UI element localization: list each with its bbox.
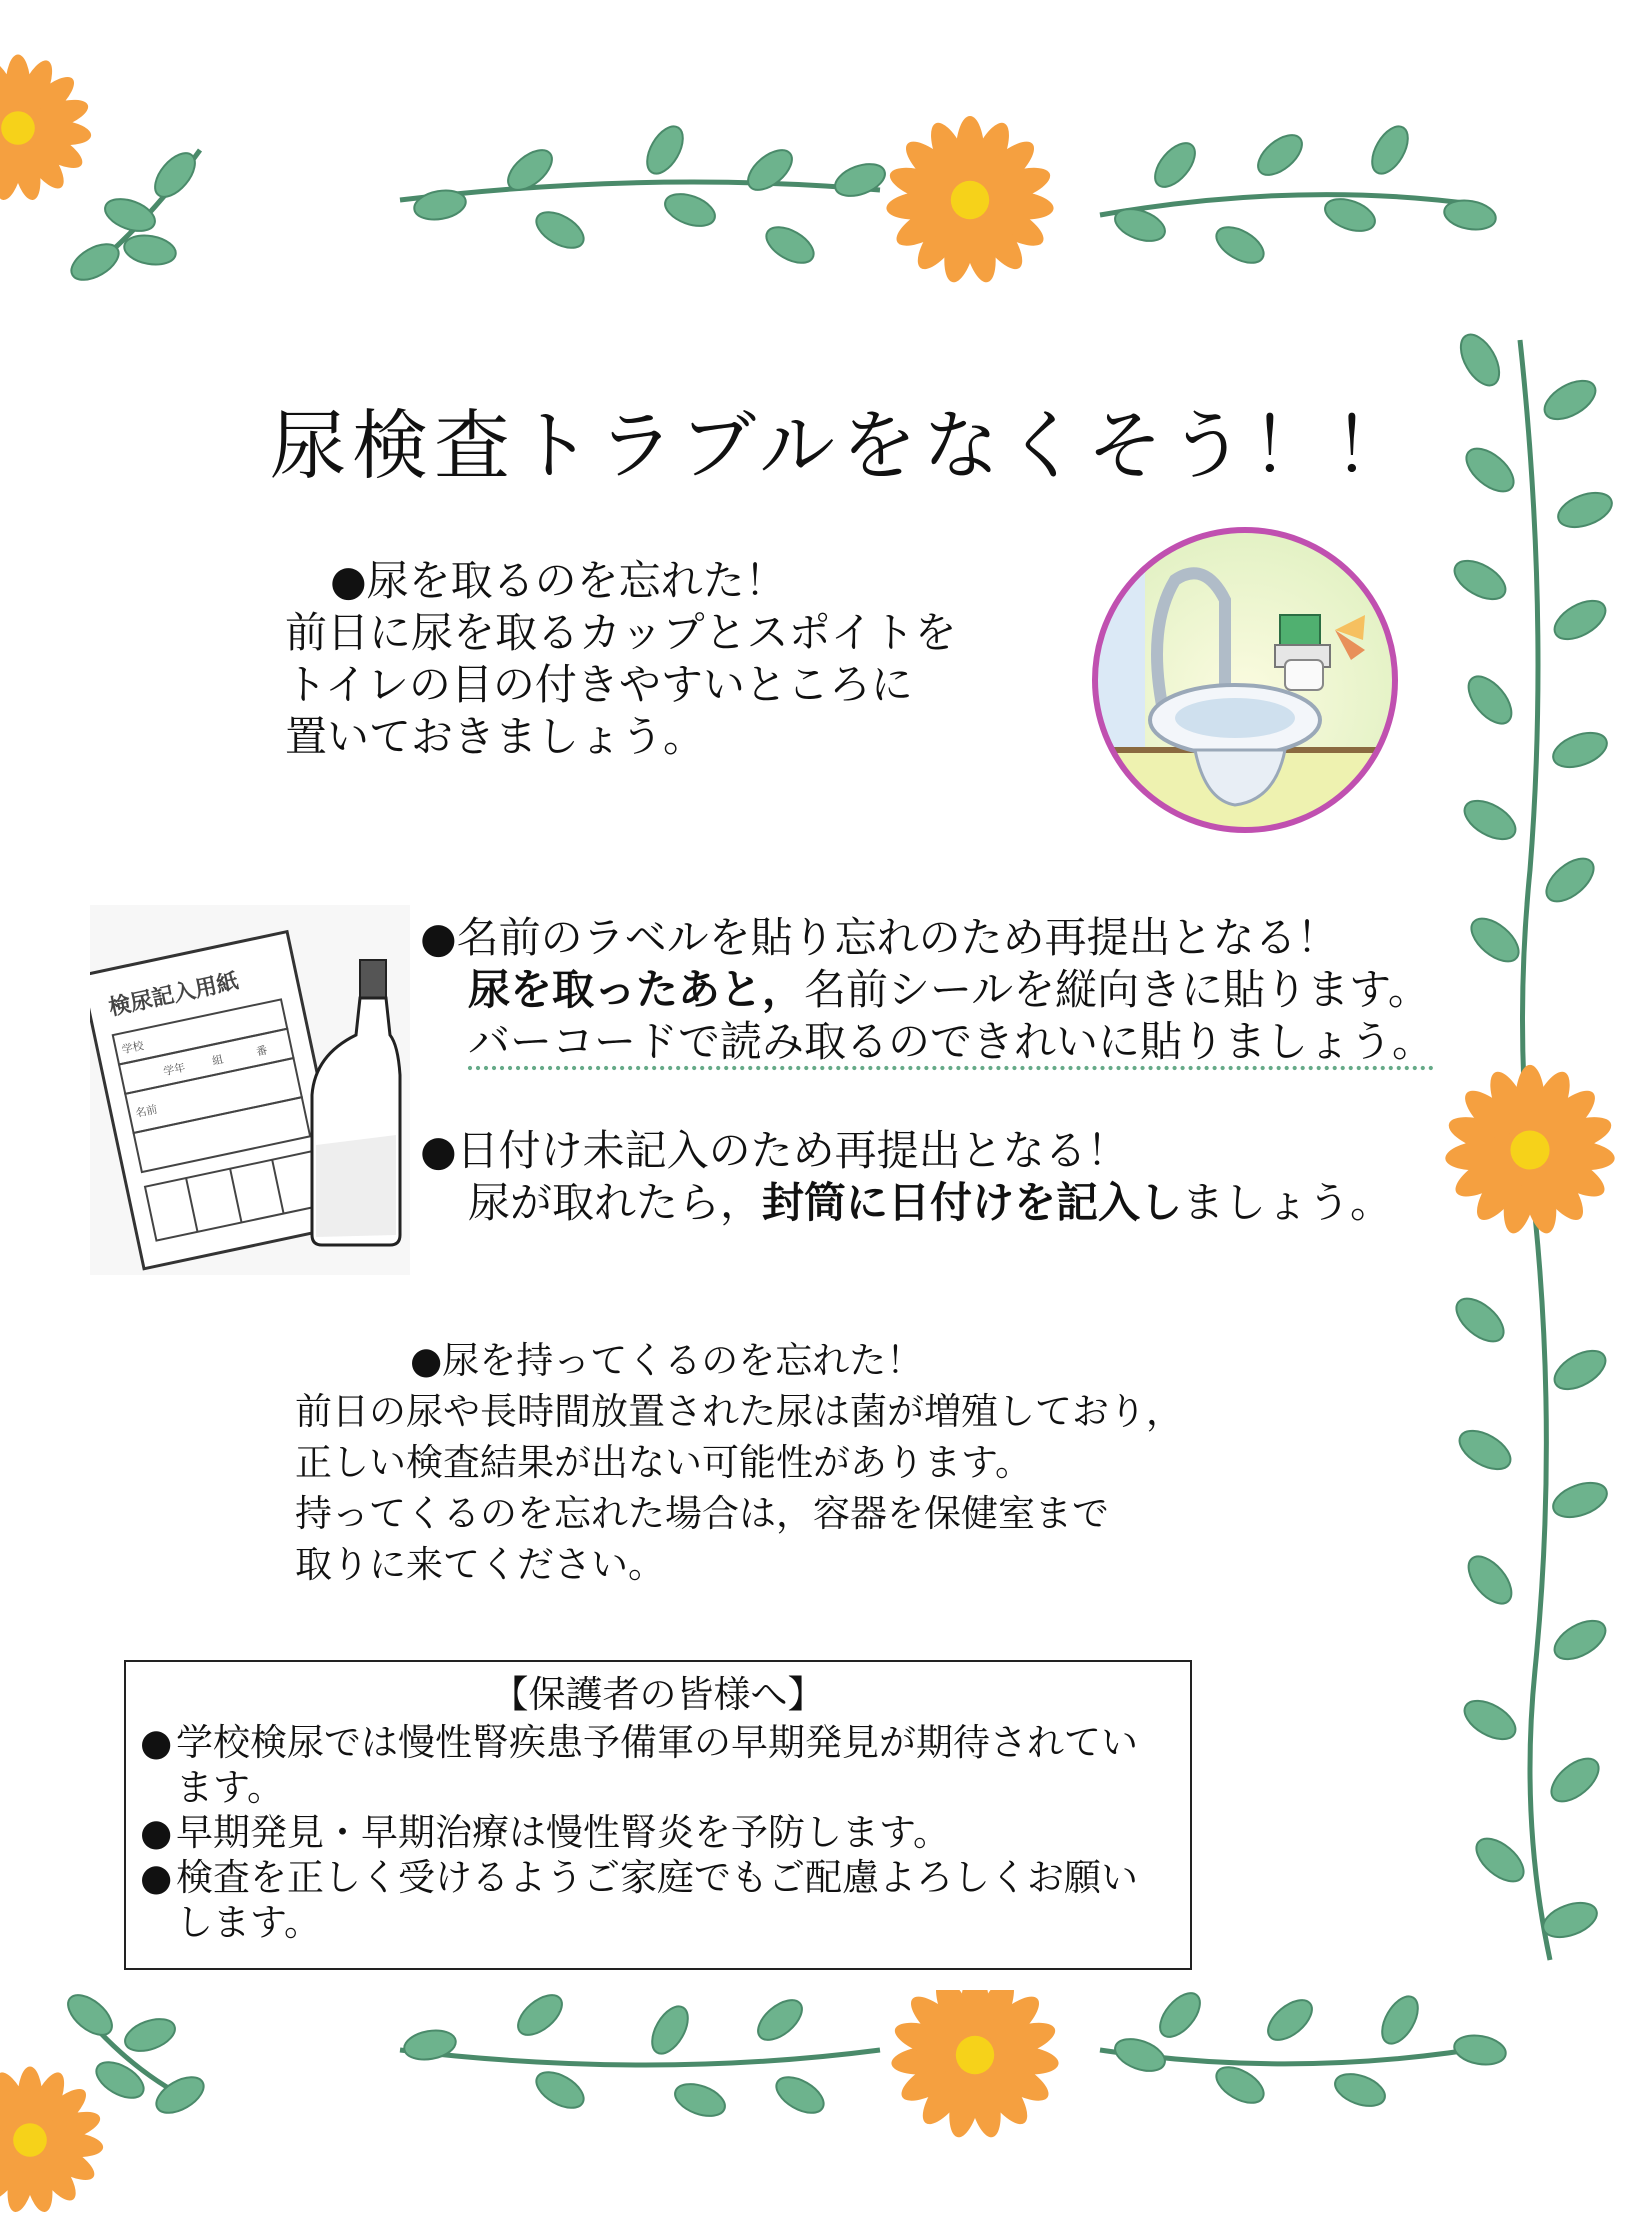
emphasis-text: 封筒に日付けを記入し — [762, 1178, 1183, 1227]
form-title: 検尿記入用紙 — [106, 969, 241, 1022]
parents-notice-box — [124, 1660, 1192, 1970]
leaf-vine-icon — [1100, 1990, 1508, 2112]
section-heading: ●日付け未記入のため再提出となる！ — [420, 1126, 1129, 1175]
section-text: ましょう。 — [1182, 1178, 1393, 1227]
emphasis-text: 尿を取ったあと， — [468, 965, 805, 1014]
notice-item — [140, 1810, 1176, 1855]
notice-item — [140, 1855, 1176, 1945]
leaf-vine-icon — [400, 1990, 880, 2122]
section-line: 持ってくるのを忘れた場合は，容器を保健室まで — [295, 1492, 1109, 1535]
notice-item-text: 早期発見・早期治療は慢性腎炎を予防します。 — [176, 1811, 951, 1854]
form-label: 学年 — [162, 1060, 187, 1079]
leaf-vine-icon — [400, 120, 889, 270]
section-forgot-label — [420, 912, 1434, 1068]
form-label: 組 — [211, 1052, 225, 1068]
section-text: 名前シールを縦向きに貼ります。 — [804, 965, 1430, 1014]
toilet-icon — [1085, 520, 1405, 840]
section-forgot-to-collect — [285, 555, 957, 763]
flower-icon — [890, 1990, 1060, 2140]
section-heading: ●名前のラベルを貼り忘れのため再提出となる！ — [420, 913, 1339, 962]
bullet: ● — [140, 1856, 173, 1899]
leaf-vine-icon — [1100, 120, 1498, 270]
section-heading: ●尿を取るのを忘れた！ — [330, 556, 787, 605]
section-line — [420, 964, 1434, 1016]
section-missing-date — [420, 1125, 1392, 1229]
flower-icon — [885, 116, 1055, 285]
notice-item-text: 検査を正しく受けるようご家庭でもご配慮よろしくお願いします。 — [176, 1856, 1138, 1944]
flower-icon — [0, 55, 92, 203]
section-line: 取りに来てください。 — [295, 1543, 665, 1586]
bullet: ● — [140, 1811, 173, 1854]
notice-title: 【保護者の皆様へ】 — [491, 1673, 825, 1716]
section-line: 前日の尿や長時間放置された尿は菌が増殖しており， — [295, 1390, 1183, 1433]
form-label: 学校 — [120, 1039, 145, 1057]
section-forgot-to-bring — [295, 1335, 1183, 1590]
section-line: バーコードで読み取るのできれいに貼りましょう。 — [468, 1017, 1435, 1066]
form-label: 名前 — [134, 1102, 159, 1120]
notice-item — [140, 1720, 1176, 1810]
section-line: トイレの目の付きやすいところに — [285, 660, 913, 709]
section-text: 尿が取れたら， — [468, 1178, 763, 1227]
section-heading: ●尿を持ってくるのを忘れた！ — [410, 1339, 924, 1382]
urine-form-icon — [90, 905, 410, 1275]
notice-item-text: 学校検尿では慢性腎疾患予備軍の早期発見が期待されています。 — [176, 1721, 1138, 1809]
top-decoration — [0, 0, 1625, 300]
page-title: 尿検査トラブルをなくそう！！ — [270, 401, 1415, 490]
flower-icon — [0, 2067, 104, 2215]
section-line: 正しい検査結果が出ない可能性があります。 — [295, 1441, 1033, 1484]
flower-icon — [1444, 1065, 1616, 1236]
section-line — [420, 1177, 1392, 1229]
section-line: 前日に尿を取るカップとスポイトを — [285, 608, 957, 657]
leaf-vine-icon — [65, 146, 202, 287]
right-vine-decoration — [1420, 320, 1625, 1980]
form-label: 番 — [255, 1043, 269, 1059]
bullet: ● — [140, 1721, 173, 1764]
section-line: 置いておきましょう。 — [285, 712, 706, 761]
bottom-decoration — [0, 1990, 1625, 2233]
